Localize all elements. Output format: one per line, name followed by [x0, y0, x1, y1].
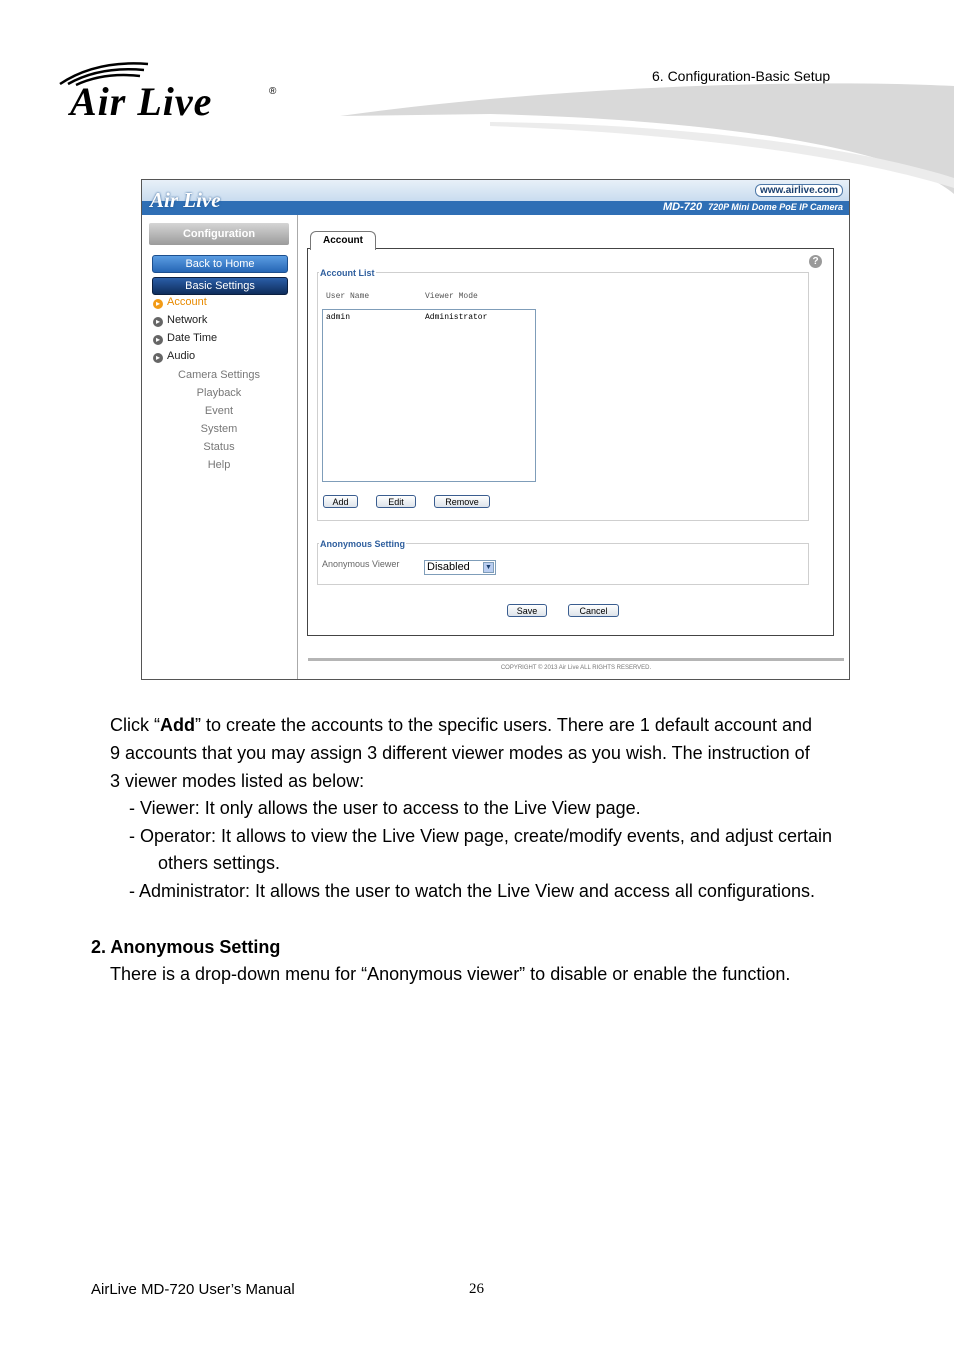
sidebar-link-camera-settings[interactable]: Camera Settings [178, 369, 260, 381]
screenshot-footer-line [308, 658, 844, 661]
paragraph-line-1 [110, 715, 812, 736]
sidebar-item-network[interactable] [153, 314, 207, 327]
arrow-right-icon: ▸ [153, 335, 163, 345]
section-text: There is a drop-down menu for “Anonymous viewer” to disable or enable the function. [110, 964, 791, 984]
sidebar-item-label: Audio [167, 350, 196, 362]
camera-config-screenshot [141, 179, 850, 680]
section-title: 2. Anonymous Setting [91, 937, 281, 957]
help-icon[interactable]: ? [809, 255, 822, 268]
account-listbox[interactable] [322, 309, 536, 482]
sidebar-item-audio[interactable] [153, 350, 195, 363]
p1-post: ” to create the accounts to the specific users. There are 1 default account and [195, 715, 813, 735]
remove-button[interactable]: Remove [434, 495, 490, 508]
airlive-logo: Air Live [70, 79, 213, 124]
copyright-text: COPYRIGHT © 2013 Air Live ALL RIGHTS RESERVED. [500, 665, 652, 671]
account-row-user[interactable]: admin [326, 313, 351, 322]
account-panel [307, 248, 834, 636]
screenshot-banner [142, 180, 849, 215]
header-swoosh-decoration [340, 78, 954, 194]
paragraph-line-3: 3 viewer modes listed as below: [110, 771, 365, 791]
banner-model [663, 201, 843, 213]
account-list-fieldset [317, 268, 809, 521]
back-to-home-button[interactable]: Back to Home [152, 255, 288, 273]
page-number: 26 [469, 1281, 484, 1297]
account-list-legend: Account List [320, 268, 375, 278]
sidebar-title: Configuration [149, 223, 289, 245]
account-row-mode[interactable]: Administrator [425, 313, 488, 322]
banner-logo: Air Live [150, 188, 221, 212]
bullet-viewer: - Viewer: It only allows the user to access to the Live View page. [129, 798, 641, 818]
sidebar-link-event[interactable]: Event [204, 405, 234, 417]
sidebar-item-label: Network [167, 314, 208, 326]
p1-bold: Add [160, 715, 195, 735]
arrow-right-icon: ▸ [153, 317, 163, 327]
sidebar-link-help[interactable]: Help [207, 459, 231, 471]
config-sidebar [142, 215, 298, 679]
add-button[interactable]: Add [323, 495, 358, 508]
bullet-administrator: - Administrator: It allows the user to watch the Live View and access all configurations. [129, 881, 816, 901]
tab-account[interactable]: Account [310, 231, 376, 250]
sidebar-item-label: Account [167, 296, 207, 308]
column-header-user: User Name [326, 292, 370, 301]
sidebar-link-system[interactable]: System [200, 423, 238, 435]
anonymous-viewer-select[interactable] [424, 560, 496, 575]
anonymous-legend: Anonymous Setting [320, 539, 405, 549]
cancel-button[interactable]: Cancel [568, 604, 619, 617]
anonymous-fieldset [317, 539, 809, 585]
column-header-mode: Viewer Mode [425, 292, 478, 301]
select-value: Disabled [427, 561, 470, 573]
save-button[interactable]: Save [507, 604, 547, 617]
paragraph-line-2: 9 accounts that you may assign 3 different viewer modes as you wish. The instruction of [110, 743, 810, 763]
model-desc: 720P Mini Dome PoE IP Camera [708, 202, 843, 212]
edit-button[interactable]: Edit [376, 495, 416, 508]
bullet-operator-continued: others settings. [158, 853, 281, 873]
banner-url[interactable]: www.airlive.com [755, 184, 843, 197]
sidebar-link-status[interactable]: Status [203, 441, 235, 453]
basic-settings-button[interactable]: Basic Settings [152, 277, 288, 295]
chevron-down-icon: ▼ [483, 562, 494, 573]
chapter-heading: 6. Configuration-Basic Setup [652, 68, 831, 84]
anonymous-viewer-label: Anonymous Viewer [322, 559, 400, 569]
sidebar-item-label: Date Time [167, 332, 218, 344]
registered-mark: ® [269, 86, 277, 97]
bullet-operator: - Operator: It allows to view the Live View page, create/modify events, and adjust certain [129, 826, 833, 846]
p1-pre: Click “ [110, 715, 160, 735]
sidebar-item-account[interactable] [153, 296, 207, 309]
sidebar-link-playback[interactable]: Playback [196, 387, 242, 399]
model-name: MD-720 [662, 201, 703, 213]
sidebar-item-date-time[interactable] [153, 332, 217, 345]
arrow-right-icon: ▸ [153, 299, 163, 309]
arrow-right-icon: ▸ [153, 353, 163, 363]
manual-title: AirLive MD-720 User’s Manual [91, 1281, 295, 1298]
